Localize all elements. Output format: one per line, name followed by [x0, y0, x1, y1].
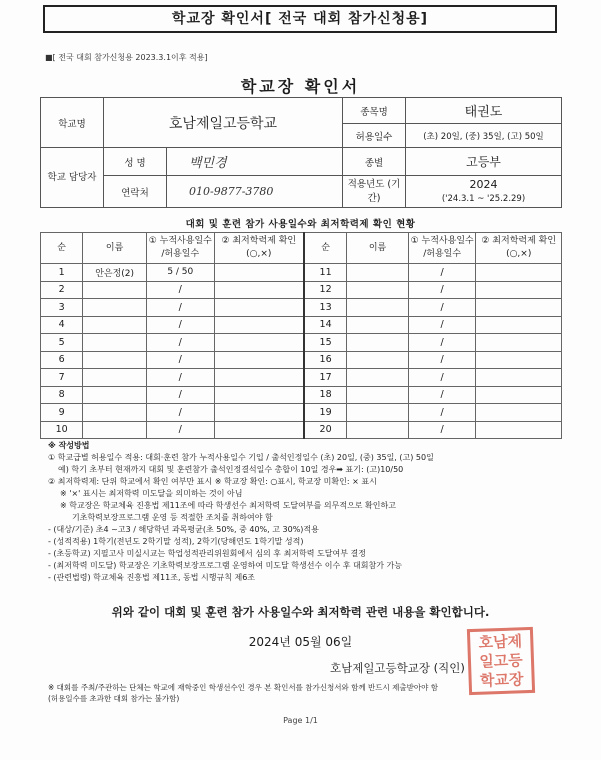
note-line: ※ 작성방법 — [48, 441, 90, 450]
event-label: 종목명 — [343, 98, 406, 124]
note-line: 기초학력보장프로그램 운영 등 적절한 조치를 취하여야 함 — [72, 513, 273, 522]
note-line: - (최저학력 미도달) 학교장은 기초학력보장프로그램 운영하여 미도달 학생선수 이수 후 대회참가 가능 — [48, 561, 402, 570]
min-academic-check — [476, 264, 562, 282]
used-days: / — [146, 369, 214, 387]
used-days: / — [408, 369, 476, 387]
used-days: / — [146, 299, 214, 317]
name-label: 성 명 — [104, 148, 167, 176]
note-line: - (대상/기준) 초4 ~고3 / 해당학년 과목평균(초 50%, 중 40%, 고 30%)적용 — [48, 525, 319, 534]
note-line: ② 최저학력제: 단위 학교에서 확인 여부만 표시 ※ 학교장 확인: ○표시, 학교장 미확인: × 표시 — [48, 477, 377, 486]
note-line: ※ '×' 표시는 최저학력 미도달을 의미하는 것이 아님 — [60, 489, 243, 498]
row-number: 11 — [304, 264, 347, 282]
used-days: / — [408, 299, 476, 317]
used-days: 5 / 50 — [146, 264, 214, 282]
table-row — [41, 264, 562, 282]
student-name — [347, 369, 409, 387]
principal-signature: 호남제일고등학교장 (직인) — [330, 661, 465, 675]
student-name — [347, 334, 409, 352]
teacher-label: 학교 담당자 — [41, 148, 104, 208]
table-row — [41, 386, 562, 404]
min-academic-check — [214, 386, 304, 404]
status-table-title: 대회 및 훈련 참가 사용일수와 최저학력제 확인 현황 — [185, 219, 416, 230]
min-academic-check — [214, 404, 304, 422]
row-number: 15 — [304, 334, 347, 352]
student-name — [347, 386, 409, 404]
student-name — [83, 334, 147, 352]
applied-year-label: 적용년도 (기간) — [343, 176, 406, 208]
student-name — [83, 281, 147, 299]
min-academic-check — [214, 334, 304, 352]
usage-note: ■[ 전국 대회 참가신청용 2023.3.1이후 적용] — [45, 53, 208, 62]
used-days: / — [408, 316, 476, 334]
min-academic-check — [476, 404, 562, 422]
footnote-line: ※ 대회를 주최/주관하는 단체는 학교에 재학중인 학생선수인 경우 본 확인서를 참가신청서와 함께 반드시 제출받아야 함 — [48, 683, 438, 692]
footnote — [48, 682, 553, 704]
school-label: 학교명 — [41, 98, 104, 148]
used-days: / — [146, 421, 214, 439]
row-number: 14 — [304, 316, 347, 334]
note-line: - (관련법령) 학교체육 진흥법 제11조, 동법 시행규칙 제6조 — [48, 573, 256, 582]
min-academic-check — [476, 299, 562, 317]
category-value: 고등부 — [406, 148, 562, 176]
col-check-right: ② 최저학력제 확인(○,×) — [476, 233, 562, 264]
col-no-right: 순 — [304, 233, 347, 264]
document-header-box: 학교장 확인서[ 전국 대회 참가신청용] — [43, 5, 557, 33]
col-no-left: 순 — [41, 233, 83, 264]
min-academic-check — [214, 316, 304, 334]
row-number: 3 — [41, 299, 83, 317]
student-name — [347, 281, 409, 299]
min-academic-check — [214, 281, 304, 299]
applied-year-cell — [406, 176, 562, 208]
min-academic-check — [476, 281, 562, 299]
student-name — [347, 404, 409, 422]
note-line: 예) 학기 초부터 현재까지 대회 및 훈련참가 출석인정결석일수 총합이 10일 경우➡ 표기: (고)10/50 — [58, 465, 404, 474]
row-number: 13 — [304, 299, 347, 317]
student-name — [83, 316, 147, 334]
row-number: 18 — [304, 386, 347, 404]
row-number: 12 — [304, 281, 347, 299]
used-days: / — [408, 281, 476, 299]
table-row — [41, 421, 562, 439]
row-number: 1 — [41, 264, 83, 282]
allowed-days-value: (초) 20일, (중) 35일, (고) 50일 — [406, 124, 562, 148]
col-check-left: ② 최저학력제 확인(○,×) — [214, 233, 304, 264]
applied-period-value: ('24.3.1 ~ '25.2.29) — [441, 193, 526, 204]
used-days: / — [146, 386, 214, 404]
col-name-left: 이름 — [83, 233, 147, 264]
table-row — [41, 299, 562, 317]
min-academic-check — [476, 316, 562, 334]
category-label: 종별 — [343, 148, 406, 176]
document-title: 학교장 확인서 — [240, 77, 361, 96]
student-name — [347, 351, 409, 369]
table-row — [41, 334, 562, 352]
writing-guide — [48, 440, 558, 584]
student-name — [83, 351, 147, 369]
table-row — [41, 369, 562, 387]
row-number: 7 — [41, 369, 83, 387]
used-days: / — [408, 421, 476, 439]
min-academic-check — [214, 351, 304, 369]
row-number: 8 — [41, 386, 83, 404]
student-name — [83, 369, 147, 387]
page-number: Page 1/1 — [283, 716, 318, 725]
min-academic-check — [214, 369, 304, 387]
row-number: 9 — [41, 404, 83, 422]
school-name: 호남제일고등학교 — [104, 98, 343, 148]
student-name — [347, 421, 409, 439]
contact-value: 010-9877-3780 — [167, 176, 343, 208]
min-academic-check — [476, 421, 562, 439]
used-days: / — [146, 334, 214, 352]
min-academic-check — [476, 386, 562, 404]
used-days: / — [146, 316, 214, 334]
used-days: / — [408, 264, 476, 282]
row-number: 2 — [41, 281, 83, 299]
note-line: - (초등학교) 지필고사 미실시교는 학업성적관리위원회에서 심의 후 최저학력 도달여부 결정 — [48, 549, 366, 558]
student-name — [83, 421, 147, 439]
min-academic-check — [214, 264, 304, 282]
event-name: 태권도 — [406, 98, 562, 124]
student-name — [83, 386, 147, 404]
row-number: 17 — [304, 369, 347, 387]
table-row — [41, 351, 562, 369]
used-days: / — [408, 386, 476, 404]
min-academic-check — [476, 369, 562, 387]
min-academic-check — [214, 421, 304, 439]
used-days: / — [408, 404, 476, 422]
applied-year-value: 2024 — [469, 177, 498, 191]
allowed-days-label: 허용일수 — [343, 124, 406, 148]
row-number: 5 — [41, 334, 83, 352]
min-academic-check — [476, 351, 562, 369]
min-academic-check — [214, 299, 304, 317]
student-name — [347, 299, 409, 317]
student-name — [83, 299, 147, 317]
col-name-right: 이름 — [347, 233, 409, 264]
contact-label: 연락처 — [104, 176, 167, 208]
min-academic-check — [476, 334, 562, 352]
row-number: 19 — [304, 404, 347, 422]
col-days-right: ① 누적사용일수 /허용일수 — [408, 233, 476, 264]
row-number: 6 — [41, 351, 83, 369]
used-days: / — [146, 281, 214, 299]
status-table-header — [41, 233, 562, 264]
student-name — [347, 264, 409, 282]
col-days-left: ① 누적사용일수 /허용일수 — [146, 233, 214, 264]
student-name: 안은정(2) — [83, 264, 147, 282]
row-number: 16 — [304, 351, 347, 369]
row-number: 10 — [41, 421, 83, 439]
note-line: ① 학교급별 허용일수 적용: 대회·훈련 참가 누적사용일수 기입 / 출석인정일수 (초) 20일, (중) 35일, (고) 50일 — [48, 453, 434, 462]
issue-date: 2024년 05월 06일 — [248, 635, 353, 649]
used-days: / — [146, 351, 214, 369]
row-number: 4 — [41, 316, 83, 334]
note-line: ※ 학교장은 학교체육 진흥법 제11조에 따라 학생선수 최저학력 도달여부를 의무적으로 확인하고 — [60, 501, 396, 510]
used-days: / — [408, 351, 476, 369]
official-seal: 호남제 일고등 학교장 — [467, 627, 535, 695]
footnote-line: (허용일수를 초과한 대회 참가는 불가함) — [48, 694, 180, 703]
note-line: - (성적적용) 1학기(전년도 2학기말 성적), 2학기(당해연도 1학기말 성적) — [48, 537, 304, 546]
confirmation-statement: 위와 같이 대회 및 훈련 참가 사용일수와 최저학력 관련 내용을 확인합니다. — [111, 605, 490, 619]
used-days: / — [408, 334, 476, 352]
used-days: / — [146, 404, 214, 422]
row-number: 20 — [304, 421, 347, 439]
student-name — [347, 316, 409, 334]
table-row — [41, 281, 562, 299]
table-row — [41, 404, 562, 422]
teacher-name: 백민경 — [167, 148, 343, 176]
table-row — [41, 316, 562, 334]
student-name — [83, 404, 147, 422]
school-info-table — [40, 97, 562, 208]
status-table — [40, 232, 562, 439]
